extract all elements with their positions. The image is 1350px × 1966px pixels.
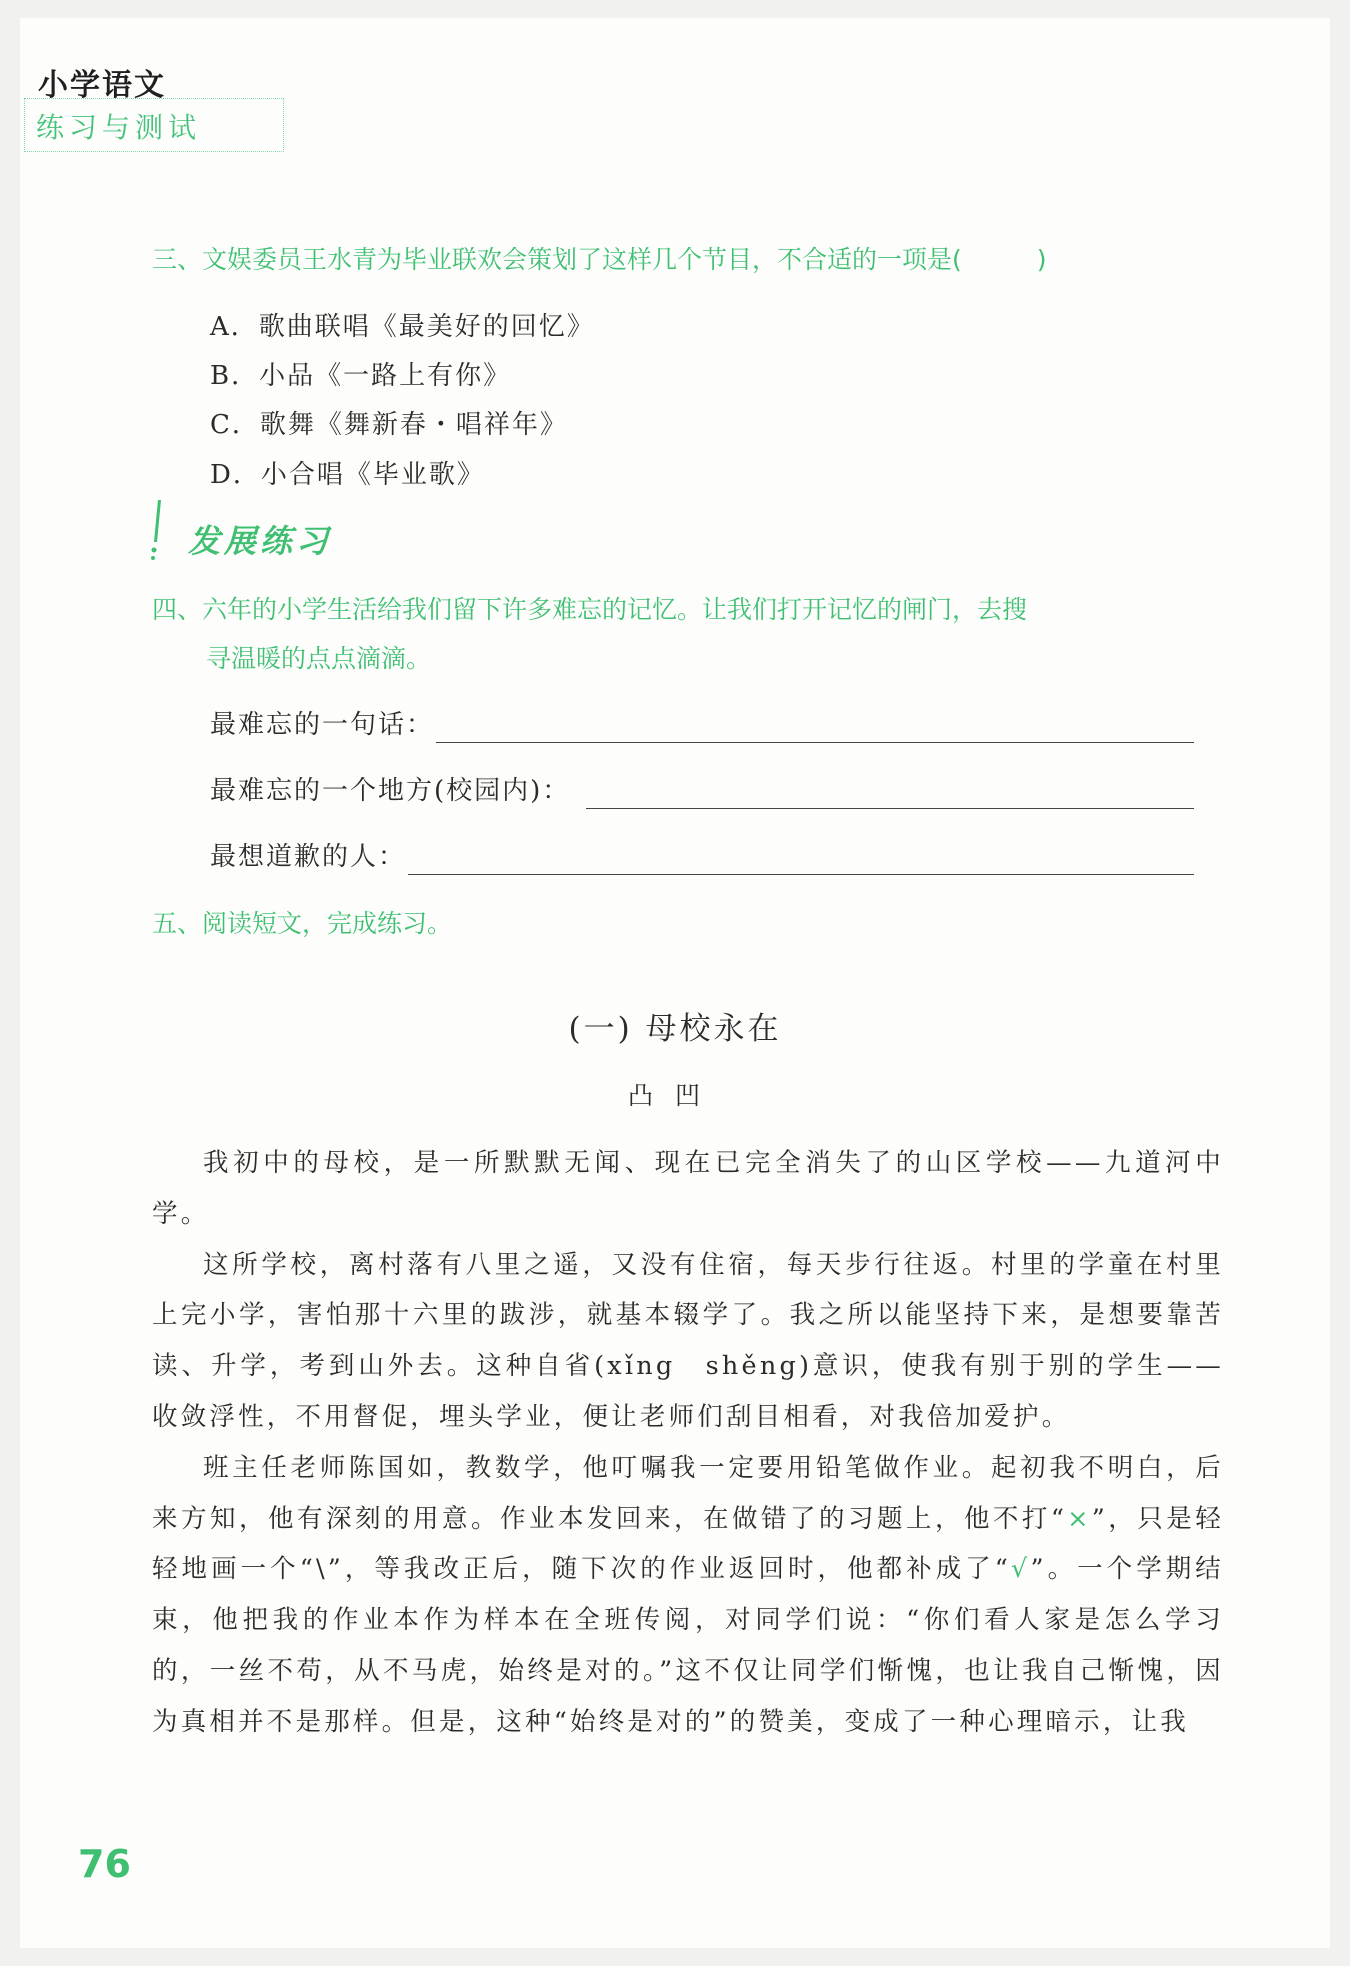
question-5-prompt: 五、阅读短文，完成练习。: [152, 909, 453, 938]
paragraph-3-text-a: 班主任老师陈国如，教数学，他叮嘱我一定要用铅笔做作业。起初我不明白，后来方知，他有深刻的用意。作业本发回来，在做错了的习题上，他不打“: [152, 1452, 1224, 1534]
q3-option-a: A．歌曲联唱《最美好的回忆》: [210, 312, 595, 342]
paragraph-3: [152, 1443, 1224, 1748]
paragraph-2: 这所学校，离村落有八里之遥，又没有住宿，每天步行往返。村里的学童在村里上完小学，害怕那十六里的跋涉，就基本辍学了。我之所以能坚持下来，是想要靠苦读、升学，考到山外去。这种自省(xǐng shěng)意识，使我有别于别的学生——收敛浮性，不用督促，埋头学业，便让老师们刮目相看，对我倍加爱护。: [152, 1249, 1224, 1432]
q3-option-c: C．歌舞《舞新春・唱祥年》: [210, 410, 568, 440]
field-label-sentence: 最难忘的一句话：: [210, 710, 435, 740]
cross-mark: ×: [1067, 1503, 1092, 1534]
question-3-prompt: 三、文娱委员王水青为毕业联欢会策划了这样几个节目，不合适的一项是( ): [152, 245, 1047, 274]
check-mark: √: [1011, 1554, 1031, 1585]
question-4-prompt-line2: 寻温暖的点点滴滴。: [206, 644, 432, 673]
story-title: (一) 母校永在: [568, 1011, 782, 1047]
book-title: 小学语文: [38, 68, 166, 103]
paragraph-3-text-c: ”。一个学期结束，他把我的作业本作为样本在全班传阅，对同学们说：“你们看人家是怎么学习的，一丝不苟，从不马虎，始终是对的。”这不仅让同学们惭愧，也让我自己惭愧，因为真相并不是那样。但是，这种“始终是对的”的赞美，变成了一种心理暗示，让我: [152, 1554, 1225, 1737]
page-number: 76: [78, 1842, 131, 1886]
section-title: 发展练习: [188, 522, 333, 560]
q3-option-d: D．小合唱《毕业歌》: [210, 460, 485, 490]
pencil-icon: [150, 498, 162, 564]
q3-option-b: B．小品《一路上有你》: [210, 361, 512, 391]
field-label-place: 最难忘的一个地方(校园内)：: [210, 776, 571, 806]
story-body: [152, 1138, 1224, 1748]
book-subtitle: 练习与测试: [36, 111, 202, 144]
answer-line-place[interactable]: [586, 808, 1194, 809]
answer-line-apology[interactable]: [408, 874, 1194, 875]
story-author: 凸凹: [627, 1081, 722, 1110]
paragraph-1: 我初中的母校，是一所默默无闻、现在已完全消失了的山区学校——九道河中学。: [152, 1148, 1224, 1229]
question-4-prompt-line1: 四、六年的小学生活给我们留下许多难忘的记忆。让我们打开记忆的闸门，去搜: [152, 595, 1028, 624]
workbook-page: [20, 18, 1330, 1948]
field-label-apology: 最想道歉的人：: [210, 842, 407, 872]
paragraph-3-text-b: ”，只是轻轻地画一个“\”，等我改正后，随下次的作业返回时，他都补成了“: [152, 1503, 1224, 1585]
answer-line-sentence[interactable]: [436, 742, 1194, 743]
